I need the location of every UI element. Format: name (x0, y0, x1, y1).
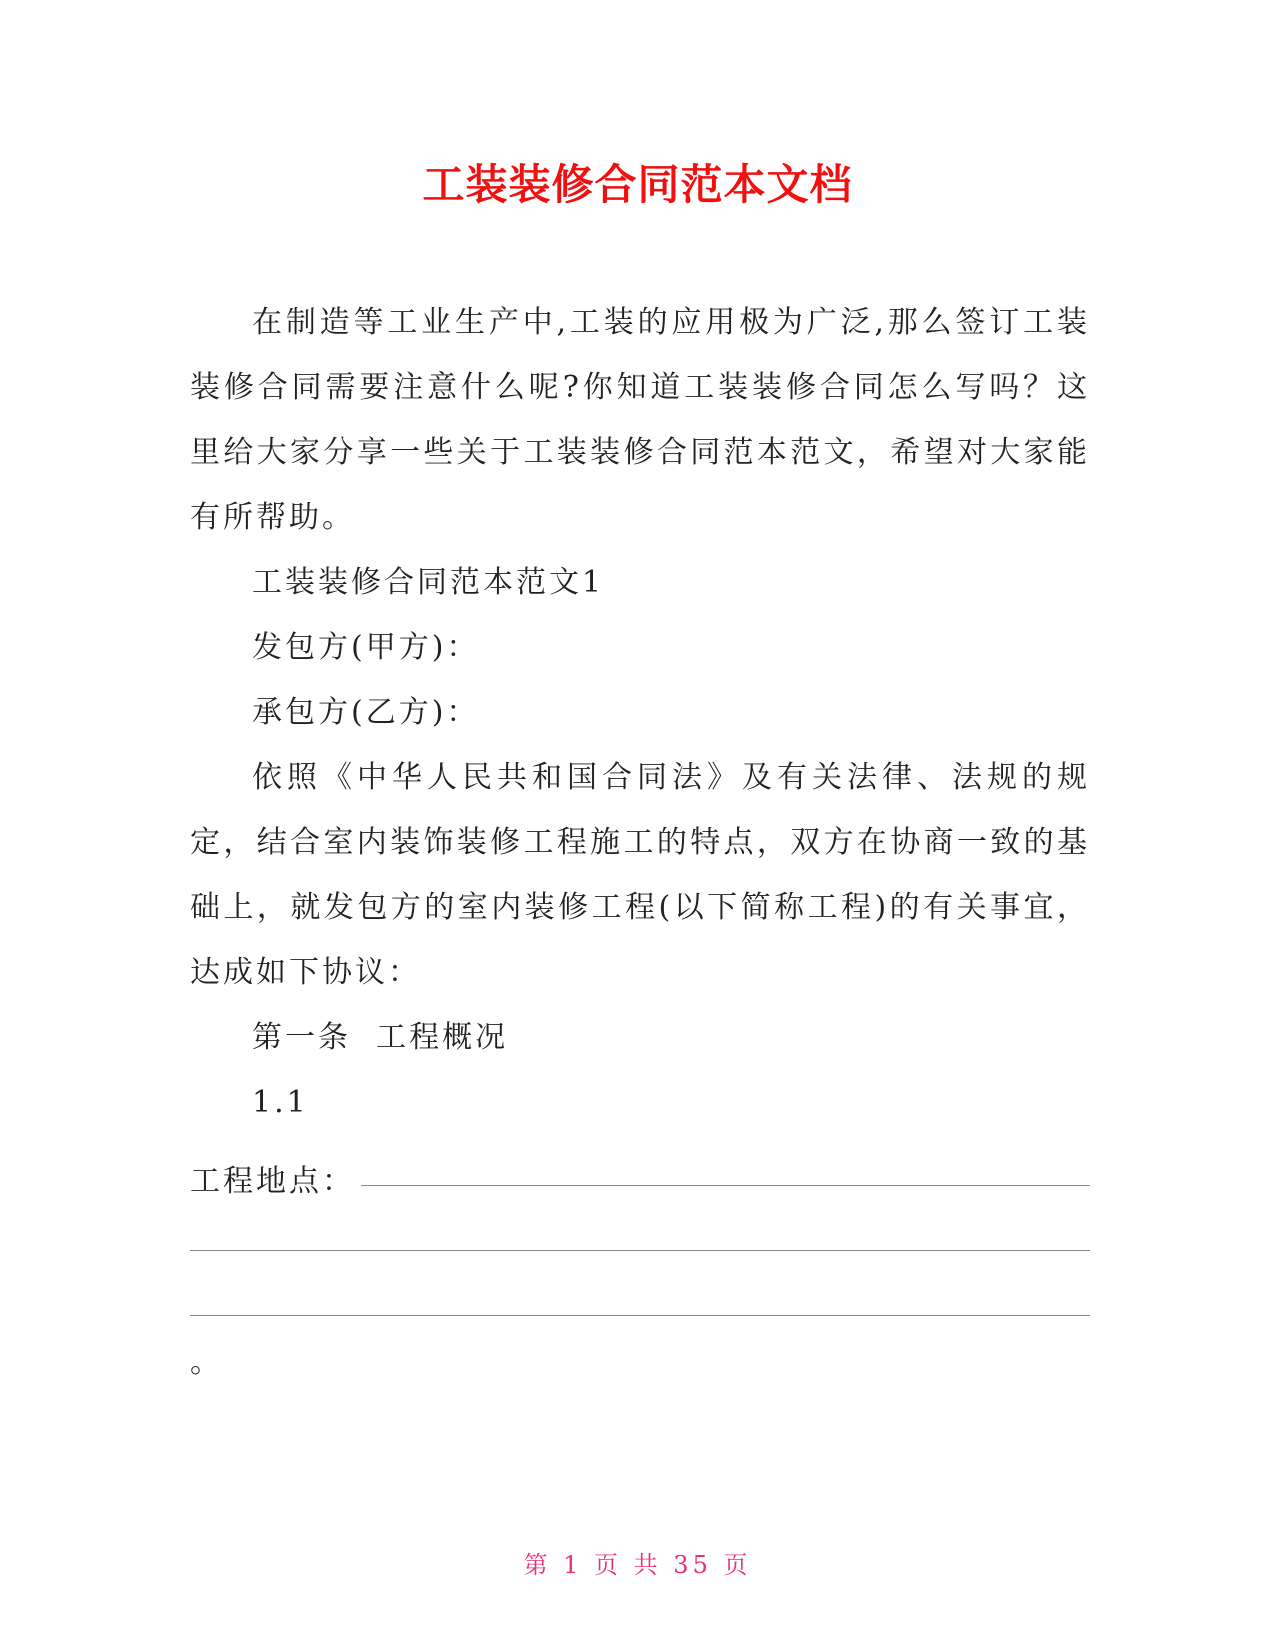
intro-paragraph: 在制造等工业生产中,工装的应用极为广泛,那么签订工装装修合同需要注意什么呢?你知道工装装修合同怎么写吗？这里给大家分享一些关于工装装修合同范本范文，希望对大家能有所帮助。 (190, 305, 1090, 535)
fill-in-blank-line-2 (190, 1200, 1090, 1265)
fill-in-blank (190, 1250, 1090, 1251)
agreement-paragraph: 依照《中华人民共和国合同法》及有关法律、法规的规定，结合室内装饰装修工程施工的特点，双方在协商一致的基础上，就发包方的室内装修工程(以下简称工程)的有关事宜，达成如下协议： (190, 760, 1090, 990)
document-body (190, 290, 1090, 1395)
fill-in-blank (190, 1315, 1090, 1316)
party-b-line: 承包方(乙方)： (252, 695, 480, 730)
project-location-label: 工程地点： (190, 1164, 355, 1199)
article-one-heading: 第一条 工程概况 (252, 1020, 509, 1055)
end-mark: 。 (190, 1345, 223, 1380)
sample-heading: 工装装修合同范本范文1 (252, 565, 605, 600)
fill-in-blank-line-3 (190, 1265, 1090, 1330)
project-location-line (190, 1135, 1090, 1200)
document-title: 工装装修合同范本文档 (422, 160, 853, 209)
clause-number: 1.1 (252, 1085, 309, 1120)
page-number-footer: 第 1 页 共 35 页 (523, 1551, 752, 1579)
party-a-line: 发包方(甲方)： (252, 630, 480, 665)
fill-in-blank (361, 1185, 1090, 1186)
